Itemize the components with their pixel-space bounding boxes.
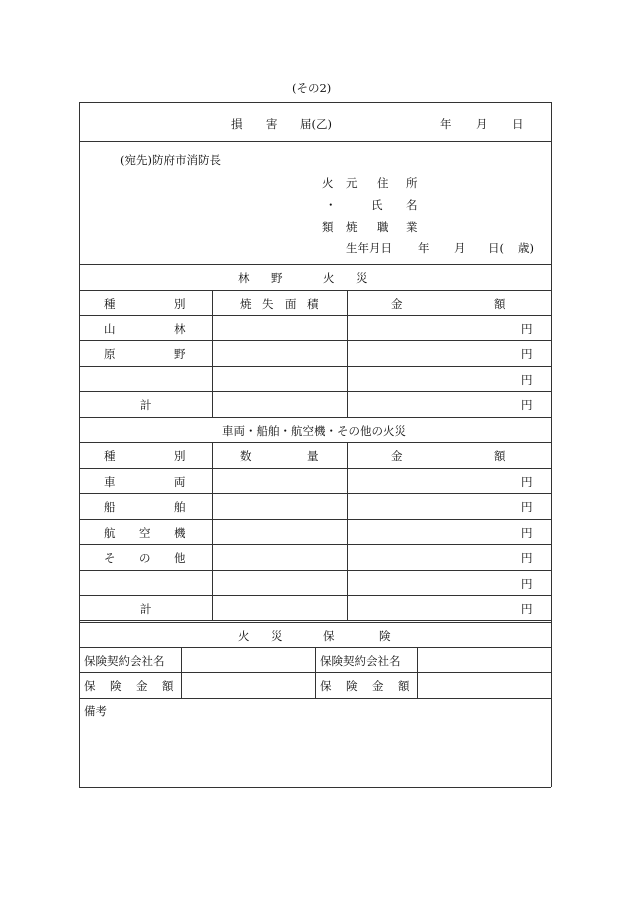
birth-label: 生年月日 [346,241,392,255]
forest-total-yen: 円 [521,398,533,412]
insurance-amount-label-1-char-3: 金 [136,679,148,693]
insurance-title-char-4: 険 [379,629,391,643]
forest-row-1-type-char-1: 山 [104,322,116,336]
forest-header-area-char-4: 積 [307,297,319,311]
date-year-label: 年 [440,117,452,131]
vehicle-row-2-type-char-2: 舶 [174,500,186,514]
forest-row-2-type-char-1: 原 [104,347,116,361]
vehicle-fire-title: 車両・船舶・航空機・その他の火災 [222,424,406,438]
remarks-label: 備考 [84,704,107,718]
insurance-amount-label-2-char-1: 保 [320,679,332,693]
vehicle-row-3-type-char-2: 空 [139,526,151,540]
name-label-char-2: 名 [406,198,418,212]
vehicle-row-2-type-char-1: 船 [104,500,116,514]
forest-header-area-char-1: 焼 [240,297,252,311]
page-label: (その2) [292,81,332,95]
forest-row-2-type-char-2: 野 [174,347,186,361]
applicant-side-char-2: ・ [325,198,337,212]
forest-fire-title-char-4: 災 [356,271,368,285]
forest-row-1-type-char-2: 林 [174,322,186,336]
forest-header-amount-char-2: 額 [494,297,506,311]
insurance-amount-label-1-char-4: 額 [162,679,174,693]
forest-header-area-char-3: 面 [285,297,297,311]
applicant-side-char-1: 火 [322,176,334,190]
insurance-title-char-3: 保 [323,629,335,643]
vehicle-row-1-yen: 円 [521,475,533,489]
forest-row-2-yen: 円 [521,347,533,361]
name-label-char-1: 氏 [371,198,383,212]
vehicle-row-2-yen: 円 [521,500,533,514]
insurance-amount-label-2-char-3: 金 [372,679,384,693]
job-label-char-1: 職 [377,220,389,234]
birth-age-unit: 歳) [518,241,534,255]
vehicle-row-1-type-char-2: 両 [174,475,186,489]
insurance-amount-label-1-char-2: 険 [110,679,122,693]
vehicle-header-amount-char-2: 額 [494,449,506,463]
forest-row-1-yen: 円 [521,322,533,336]
applicant-kayaku-char: 元 [346,176,358,190]
forest-header-area-char-2: 失 [262,297,274,311]
applicant-shou-char: 焼 [346,220,358,234]
forest-total-label: 計 [140,398,152,412]
forest-row-3-yen: 円 [521,373,533,387]
forest-fire-title-char-2: 野 [271,271,283,285]
insurance-amount-label-2-char-2: 険 [346,679,358,693]
vehicle-header-type-char-2: 別 [174,449,186,463]
vehicle-row-5-yen: 円 [521,577,533,591]
birth-year-unit: 年 [418,241,430,255]
vehicle-row-4-type-char-1: そ [104,551,116,565]
forest-header-type-char-1: 種 [104,297,116,311]
vehicle-row-4-yen: 円 [521,551,533,565]
forest-header-type-char-2: 別 [174,297,186,311]
vehicle-row-4-type-char-2: の [139,551,151,565]
vehicle-row-3-yen: 円 [521,526,533,540]
insurance-title-char-2: 災 [271,629,283,643]
applicant-side-char-3: 類 [322,220,334,234]
birth-day-unit: 日( [488,241,504,255]
insurance-company-label-2: 保険契約会社名 [320,654,401,668]
address-label-char-2: 所 [406,176,418,190]
addressee: (宛先)防府市消防長 [120,153,221,167]
vehicle-row-3-type-char-3: 機 [174,526,186,540]
address-label-char-1: 住 [377,176,389,190]
vehicle-row-4-type-char-3: 他 [174,551,186,565]
vehicle-header-type-char-1: 種 [104,449,116,463]
insurance-amount-label-2-char-4: 額 [398,679,410,693]
date-month-label: 月 [476,117,488,131]
forest-fire-title-char-3: 火 [323,271,335,285]
insurance-title-char-1: 火 [238,629,250,643]
form-title-char-2: 害 [266,117,278,131]
form-title-char-1: 損 [231,117,243,131]
vehicle-row-1-type-char-1: 車 [104,475,116,489]
job-label-char-2: 業 [406,220,418,234]
vehicle-total-yen: 円 [521,602,533,616]
vehicle-header-qty-char-2: 量 [307,449,319,463]
vehicle-header-qty-char-1: 数 [240,449,252,463]
birth-month-unit: 月 [454,241,466,255]
forest-header-amount-char-1: 金 [391,297,403,311]
insurance-amount-label-1-char-1: 保 [84,679,96,693]
forest-fire-title-char-1: 林 [238,271,250,285]
date-day-label: 日 [512,117,524,131]
vehicle-total-label: 計 [140,602,152,616]
insurance-company-label-1: 保険契約会社名 [84,654,165,668]
form-title-char-3: 届(乙) [300,117,332,131]
vehicle-row-3-type-char-1: 航 [104,526,116,540]
vehicle-header-amount-char-1: 金 [391,449,403,463]
